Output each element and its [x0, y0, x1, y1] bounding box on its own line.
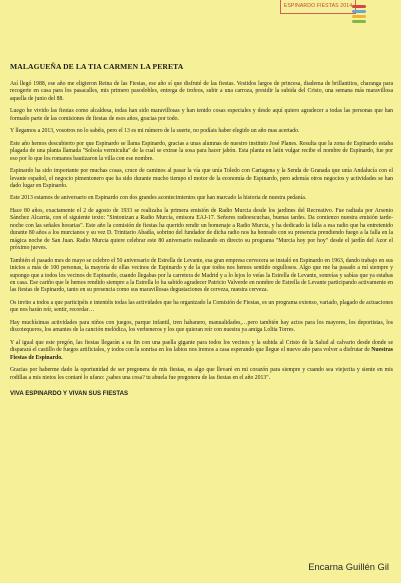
- paragraph-11: [10, 340, 393, 362]
- paragraph-3: Y llegamos a 2013, vosotros no lo sabéis, pero el 13 es mi número de la suerte, no podíais haber elegido un año mas acertado.: [10, 128, 300, 135]
- paragraph-7: Hace 80 años, exactamente el 2 de agosto de 1933 se realizaba la primera emisión de Radio Murcia desde los jardines del Recreativo. Fue radiada por Arsenio Sánchez Alcarria, con el siguiente texto: "Sintonizan a Radio Murcia, emisora EAJ-17. Señores radioescuchas, buenas tardes. Da comienzo nuestra emisión tarde-noche con las señales horarias". Este año la comisión de fiestas ha querido rendir un homenaje a Radio Murcia, y ha dedicado la falla a esa radio que ha entretenido durante 80 años a los murcianos y su vez D. Trinitario Abadía, sobrino del fundador de dicha radio nos ha honrado con su presencia prendiendo fuego a la falla en la mágica noche de San Juan. Radio Murcia quiere celebrar este 80 aniversario realizando en directo su programa "Murcia hoy por hoy" desde el jardín del Azor el próximo jueves.: [10, 207, 393, 252]
- decorative-bar-red: [352, 5, 366, 8]
- closing-line: VIVA ESPINARDO Y VIVAN SUS FIESTAS: [10, 389, 129, 397]
- paragraph-11-text: Y al igual que este pregón, las fiestas llegarán a su fin con una paella gigante para todos los vecinos y la subida al Cristo de la Salud al calvario desde donde se disparará el castillo de fuegos artificiales, y todos con la sonrisa en los labios nos iremos a casa esperando que llegue el nuevo año para volver a disfrutar de: [10, 339, 393, 354]
- paragraph-6: Este 2013 estamos de aniversario en Espinardo con dos grandes acontecimientos que han marcado la historia de nuestra pedanía.: [10, 195, 307, 202]
- decorative-bar-blue: [352, 10, 366, 13]
- paragraph-10: Hay muchísimas actividades para niños con juegos, parque infantil, tren habanero, manualidades,…pero también hay actos para los mayores, los deportistas, los discotequeros, los amantes de la canción melódica, los verbeneros y los que quieran reír con nuestra ya amiga Lolita Torres.: [10, 319, 393, 334]
- paragraph-11-bold-phrase: Nuestras Fiestas de Espinardo.: [10, 347, 394, 361]
- article-title: MALAGUEÑA DE LA TIA CARMEN LA PERETA: [10, 62, 184, 71]
- paragraph-9: Os invito a todos a que participéis e intentéis todas las actividades que ha organizado la Comisión de Fiestas, es un programa extenso, variado, plagado de actuaciones que nos harán reír, sentir, recordar…: [10, 299, 393, 314]
- decorative-bar-yellow: [352, 15, 366, 18]
- author-signature: Encarna Guillén Gil: [308, 561, 389, 572]
- section-header-tab: ESPINARDO FIESTAS 2014: [280, 0, 356, 14]
- paragraph-1: Así llegó 1988, ese año me eligieron Reina de las Fiestas, ese año sí que disfruté de las fiestas. Vestidos largos de princesa, diadema de brillantitos, charanga para recogerte en casa para los pasacalles, mis primero pasodobles, entrega de trofeos, subir a una carroza, presidir la subida del Cristo, una semana más maravillosa aquella de junio del 88.: [10, 81, 393, 102]
- article-body: [10, 62, 393, 397]
- decorative-bar-green: [352, 20, 366, 23]
- paragraph-8: También el pasado mes de mayo se celebro el 50 aniversario de Estrella de Levante, esa gran empresa cervecera se instaló en Espinardo en 1963, dando trabajo en sus inicios a más de 100 personas, la mayoría de ellas vecinos de Espinardo y de la que todos nos hemos sentido orgullosos. Algo que me ha pasado a mí siempre y supongo que a todos los vecinos de Espinardo, cuando llegabas por la carretera de Madrid y a lo lejos lo veías la Estrella de Levante, sonreías y sabías que ya estabas en casa. Ese cariño que le hemos rendido siempre a la Estrella lo ha sabido agradecer Patricio Valverde en nombre de Estrella de Levante participando activamente en las fiestas de Espinardo, tanto en su presencia como sus maravillosas degustaciones de cerveza, nuestra cerveza.: [10, 257, 393, 294]
- paragraph-5: Espinardo ha sido importante por muchas cosas, cruce de caminos al pasar la vía que unía Toledo con Cartagena y la Senda de Granada que unía Andalucía con el levante español, el negocio pimentonero que ha sido durante mucho tiempo el motor de la economía de Espinardo, pero además otros negocios y actividades se han dado lugar en Espinardo.: [10, 168, 393, 189]
- paragraph-2: Luego he vivido las fiestas como alcaldesa, todas han sido maravillosas y han tenido cosas especiales y desde aquí quiero agradecer a todas las personas que han formado parte de las comisiones de fiestas de esos años, gracias por todo.: [10, 108, 393, 122]
- paragraph-12: Gracias por haberme dado la oportunidad de ser pregonera de mis fiestas, es algo que llevaré en mi corazón para siempre y cuando sea viejecita y siente en mis rodillas a mis nietos les contaré lo ufano: ¿sabes una cosa? tu abuela fue pregonera de las fiestas en el año 2013".: [10, 367, 393, 381]
- paragraph-4: Este año hemos descubierto por que Espinardo se llama Espinardo, gracias a unas alumnas de nuestro instituto José Planes. Resulta que la zona de Espinardo estaba plagada de una planta llamada "Solsola vermiculta" de la cual se extrae la sosa para hacer jabón. Esta planta en latín vulgar recibe el nombre de Espinardo, fue por eso por lo que los romanos bautizaron la villa con ese nombre.: [10, 140, 393, 162]
